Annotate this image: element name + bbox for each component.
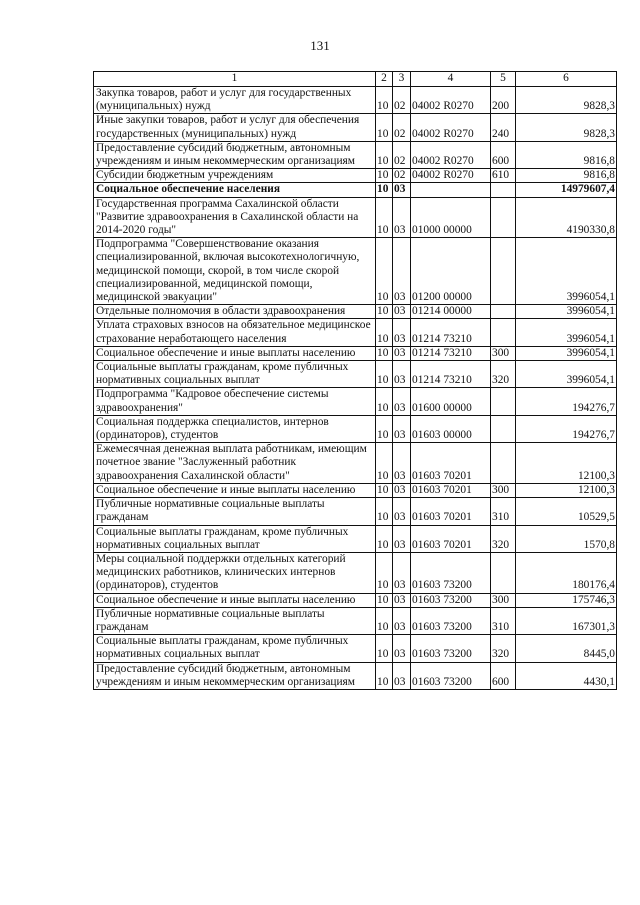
table-row [94, 552, 617, 593]
row-name: Подпрограмма "Кадровое обеспечение системы здравоохранения" [94, 388, 376, 415]
row-subsection: 03 [393, 305, 411, 319]
row-expense-type: 310 [491, 607, 516, 634]
row-section: 10 [376, 593, 393, 607]
row-target-article: 01603 70201 [411, 443, 491, 484]
row-subsection: 03 [393, 635, 411, 662]
row-target-article: 01600 00000 [411, 388, 491, 415]
table-row [94, 346, 617, 360]
table-row [94, 114, 617, 141]
row-amount: 12100,3 [516, 483, 617, 497]
row-subsection: 03 [393, 443, 411, 484]
table-row [94, 593, 617, 607]
row-expense-type: 600 [491, 662, 516, 689]
header-col-5: 5 [491, 72, 516, 87]
row-target-article: 01603 00000 [411, 415, 491, 442]
header-col-4: 4 [411, 72, 491, 87]
header-col-2: 2 [376, 72, 393, 87]
row-name: Предоставление субсидий бюджетным, автономным учреждениям и иным некоммерческим организациям [94, 141, 376, 168]
row-amount: 180176,4 [516, 552, 617, 593]
row-target-article: 01603 73200 [411, 662, 491, 689]
row-section: 10 [376, 635, 393, 662]
row-section: 10 [376, 607, 393, 634]
row-name: Закупка товаров, работ и услуг для государственных (муниципальных) нужд [94, 87, 376, 114]
table-row [94, 498, 617, 525]
row-section: 10 [376, 346, 393, 360]
row-subsection: 03 [393, 238, 411, 305]
row-amount: 3996054,1 [516, 346, 617, 360]
table-row [94, 238, 617, 305]
row-amount: 3996054,1 [516, 319, 617, 346]
table-row [94, 305, 617, 319]
row-target-article: 01603 70201 [411, 525, 491, 552]
header-col-6: 6 [516, 72, 617, 87]
row-name: Социальные выплаты гражданам, кроме публичных нормативных социальных выплат [94, 635, 376, 662]
row-amount: 3996054,1 [516, 238, 617, 305]
row-expense-type: 600 [491, 141, 516, 168]
row-amount: 10529,5 [516, 498, 617, 525]
row-subsection: 03 [393, 415, 411, 442]
row-target-article: 01603 73200 [411, 552, 491, 593]
row-section: 10 [376, 498, 393, 525]
row-expense-type [491, 197, 516, 238]
row-target-article: 01603 70201 [411, 483, 491, 497]
row-target-article: 01000 00000 [411, 197, 491, 238]
row-section: 10 [376, 305, 393, 319]
row-subsection: 02 [393, 141, 411, 168]
row-amount: 4190330,8 [516, 197, 617, 238]
row-amount: 194276,7 [516, 388, 617, 415]
row-expense-type [491, 183, 516, 197]
row-expense-type: 320 [491, 361, 516, 388]
row-section: 10 [376, 238, 393, 305]
row-target-article: 01200 00000 [411, 238, 491, 305]
row-subsection: 03 [393, 607, 411, 634]
row-section: 10 [376, 483, 393, 497]
row-name: Социальное обеспечение и иные выплаты населению [94, 483, 376, 497]
table-row [94, 141, 617, 168]
row-expense-type [491, 552, 516, 593]
row-expense-type [491, 388, 516, 415]
row-expense-type: 310 [491, 498, 516, 525]
row-section: 10 [376, 415, 393, 442]
budget-table [93, 71, 617, 690]
row-amount: 9828,3 [516, 114, 617, 141]
row-subsection: 03 [393, 388, 411, 415]
row-subsection: 02 [393, 87, 411, 114]
row-target-article: 01603 70201 [411, 498, 491, 525]
header-col-1: 1 [94, 72, 376, 87]
row-section: 10 [376, 183, 393, 197]
row-subsection: 03 [393, 197, 411, 238]
row-name: Социальное обеспечение населения [94, 183, 376, 197]
row-name: Отдельные полномочия в области здравоохранения [94, 305, 376, 319]
row-name: Ежемесячная денежная выплата работникам, имеющим почетное звание "Заслуженный работник здравоохранения Сахалинской области" [94, 443, 376, 484]
row-expense-type: 610 [491, 169, 516, 183]
row-amount: 8445,0 [516, 635, 617, 662]
row-section: 10 [376, 197, 393, 238]
row-target-article: 04002 R0270 [411, 169, 491, 183]
row-name: Государственная программа Сахалинской области "Развитие здравоохранения в Сахалинской области на 2014-2020 годы" [94, 197, 376, 238]
row-section: 10 [376, 114, 393, 141]
table-row [94, 635, 617, 662]
row-expense-type: 300 [491, 346, 516, 360]
row-name: Предоставление субсидий бюджетным, автономным учреждениям и иным некоммерческим организациям [94, 662, 376, 689]
table-row [94, 483, 617, 497]
table-row [94, 319, 617, 346]
row-target-article: 01214 73210 [411, 346, 491, 360]
row-target-article: 01603 73200 [411, 607, 491, 634]
row-section: 10 [376, 662, 393, 689]
row-section: 10 [376, 388, 393, 415]
table-row [94, 388, 617, 415]
row-target-article: 01214 73210 [411, 361, 491, 388]
row-amount: 14979607,4 [516, 183, 617, 197]
row-name: Социальные выплаты гражданам, кроме публичных нормативных социальных выплат [94, 361, 376, 388]
row-target-article [411, 183, 491, 197]
row-expense-type [491, 238, 516, 305]
table-row [94, 525, 617, 552]
row-subsection: 02 [393, 114, 411, 141]
row-amount: 175746,3 [516, 593, 617, 607]
row-expense-type [491, 415, 516, 442]
row-expense-type: 240 [491, 114, 516, 141]
header-row [94, 72, 617, 87]
row-name: Социальная поддержка специалистов, интернов (ординаторов), студентов [94, 415, 376, 442]
row-section: 10 [376, 361, 393, 388]
row-name: Публичные нормативные социальные выплаты гражданам [94, 607, 376, 634]
row-subsection: 03 [393, 498, 411, 525]
row-amount: 194276,7 [516, 415, 617, 442]
page-number: 131 [310, 38, 330, 53]
row-name: Субсидии бюджетным учреждениям [94, 169, 376, 183]
row-section: 10 [376, 319, 393, 346]
row-section: 10 [376, 169, 393, 183]
table-row [94, 361, 617, 388]
row-name: Подпрограмма "Совершенствование оказания специализированной, включая высокотехнологичную, медицинской помощи, скорой, в том числе скорой специализированной, медицинской помощи, медицинской эвакуации" [94, 238, 376, 305]
row-name: Социальные выплаты гражданам, кроме публичных нормативных социальных выплат [94, 525, 376, 552]
row-name: Иные закупки товаров, работ и услуг для обеспечения государственных (муниципальных) нужд [94, 114, 376, 141]
row-subsection: 03 [393, 361, 411, 388]
table-row [94, 169, 617, 183]
row-section: 10 [376, 87, 393, 114]
table-row [94, 662, 617, 689]
row-expense-type: 300 [491, 593, 516, 607]
row-amount: 3996054,1 [516, 305, 617, 319]
row-target-article: 04002 R0270 [411, 87, 491, 114]
row-amount: 9816,8 [516, 141, 617, 168]
row-amount: 12100,3 [516, 443, 617, 484]
row-section: 10 [376, 552, 393, 593]
row-subsection: 03 [393, 483, 411, 497]
table-row [94, 415, 617, 442]
row-expense-type: 320 [491, 525, 516, 552]
table-row [94, 443, 617, 484]
row-name: Уплата страховых взносов на обязательное медицинское страхование неработающего населения [94, 319, 376, 346]
row-subsection: 03 [393, 525, 411, 552]
row-amount: 9816,8 [516, 169, 617, 183]
row-target-article: 01603 73200 [411, 593, 491, 607]
row-target-article: 04002 R0270 [411, 141, 491, 168]
table-row [94, 87, 617, 114]
row-expense-type [491, 443, 516, 484]
row-target-article: 01214 73210 [411, 319, 491, 346]
row-section: 10 [376, 525, 393, 552]
row-expense-type: 300 [491, 483, 516, 497]
row-subsection: 03 [393, 319, 411, 346]
row-subsection: 03 [393, 593, 411, 607]
row-name: Социальное обеспечение и иные выплаты населению [94, 346, 376, 360]
table-row [94, 197, 617, 238]
table-row [94, 607, 617, 634]
row-amount: 3996054,1 [516, 361, 617, 388]
row-subsection: 03 [393, 183, 411, 197]
header-col-3: 3 [393, 72, 411, 87]
row-expense-type [491, 305, 516, 319]
row-subsection: 03 [393, 346, 411, 360]
row-name: Публичные нормативные социальные выплаты гражданам [94, 498, 376, 525]
row-section: 10 [376, 443, 393, 484]
row-section: 10 [376, 141, 393, 168]
row-amount: 4430,1 [516, 662, 617, 689]
row-expense-type: 200 [491, 87, 516, 114]
row-name: Меры социальной поддержки отдельных категорий медицинских работников, клинических интернов (ординаторов), студентов [94, 552, 376, 593]
row-target-article: 04002 R0270 [411, 114, 491, 141]
row-subsection: 03 [393, 552, 411, 593]
row-expense-type: 320 [491, 635, 516, 662]
row-amount: 167301,3 [516, 607, 617, 634]
row-name: Социальное обеспечение и иные выплаты населению [94, 593, 376, 607]
table-body [94, 87, 617, 690]
row-target-article: 01214 00000 [411, 305, 491, 319]
row-target-article: 01603 73200 [411, 635, 491, 662]
row-amount: 9828,3 [516, 87, 617, 114]
row-amount: 1570,8 [516, 525, 617, 552]
row-expense-type [491, 319, 516, 346]
table-row [94, 183, 617, 197]
row-subsection: 02 [393, 169, 411, 183]
row-subsection: 03 [393, 662, 411, 689]
